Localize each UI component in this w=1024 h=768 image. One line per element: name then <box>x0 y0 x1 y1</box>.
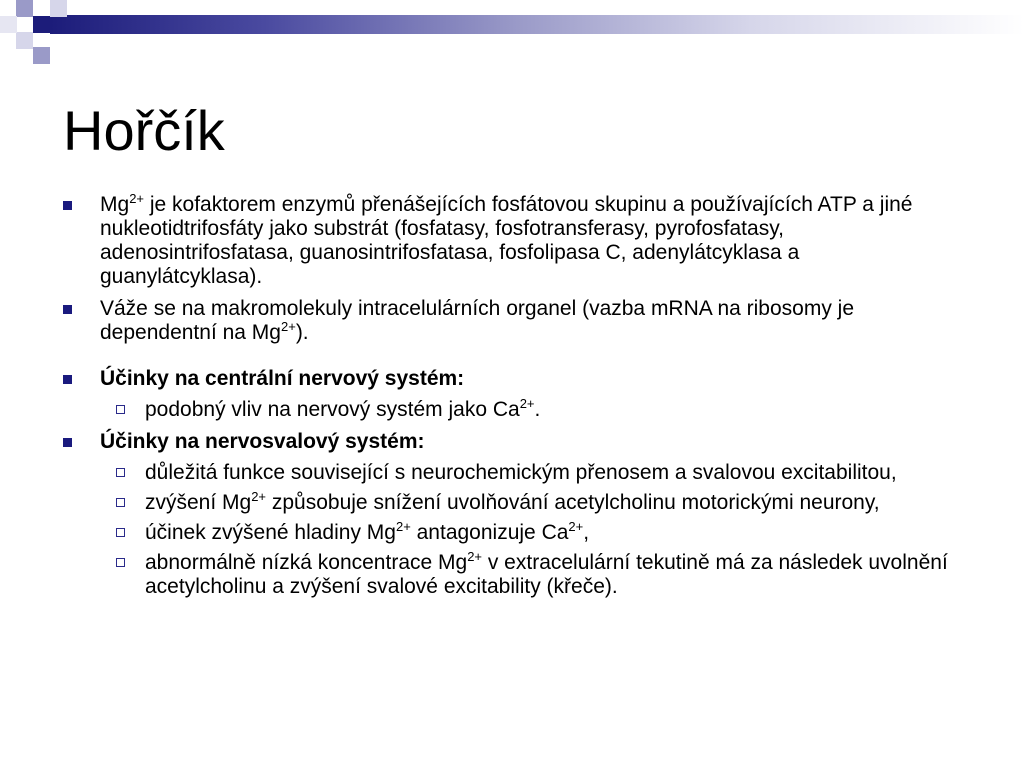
bullet-text <box>100 193 912 288</box>
square-bullet-icon <box>63 305 72 314</box>
decor-square <box>33 47 50 64</box>
superscript: 2+ <box>395 519 411 534</box>
decor-square <box>16 0 33 17</box>
decor-square <box>0 16 17 33</box>
text-run: v extracelulární tekutině má za následek uvolnění acetylcholinu a zvýšení svalové excitability (křeče). <box>145 551 948 598</box>
sub-bullet-item <box>100 491 963 515</box>
sub-bullet-text <box>145 491 880 514</box>
bullet-item <box>63 193 963 289</box>
slide-content <box>63 193 963 607</box>
sub-bullet-item <box>100 398 963 422</box>
superscript: 2+ <box>568 519 584 534</box>
square-bullet-icon <box>63 375 72 384</box>
superscript: 2+ <box>251 489 267 504</box>
superscript: 2+ <box>129 191 145 206</box>
header-gradient-bar <box>50 15 1024 34</box>
square-bullet-icon <box>63 438 72 447</box>
hollow-square-bullet-icon <box>116 405 125 414</box>
square-bullet-icon <box>63 201 72 210</box>
text-run: způsobuje snížení uvolňování acetylcholinu motorickými neurony, <box>266 491 880 514</box>
text-run: Váže se na makromolekuly intracelulárních organel (vazba mRNA na ribosomy je dependentní na Mg <box>100 297 855 344</box>
superscript: 2+ <box>519 396 535 411</box>
bullet-item <box>63 297 963 345</box>
text-run: zvýšení Mg <box>145 491 252 514</box>
decor-square <box>33 16 50 33</box>
text-run: účinek zvýšené hladiny Mg <box>145 521 396 544</box>
text-run: ). <box>295 321 309 344</box>
hollow-square-bullet-icon <box>116 468 125 477</box>
bullet-item <box>63 430 963 599</box>
text-run: podobný vliv na nervový systém jako Ca <box>145 398 520 421</box>
bullet-list <box>63 193 963 599</box>
sub-bullet-item <box>100 521 963 545</box>
sub-bullet-text <box>145 521 589 544</box>
bullet-text <box>100 297 854 344</box>
text-run: Mg <box>100 193 130 216</box>
slide-title: Hořčík <box>63 99 225 162</box>
text-run: je kofaktorem enzymů přenášejících fosfátovou skupinu a používajících ATP a jiné nukleotidtrifosfáty jako substrát (fosfatasy, fosfotransferasy, pyrofosfatasy, adenosintrifosfatasa, guanosintrifosfatasa, fosfolipasa C, adenylátcyklasa a guanylátcyklasa). <box>100 193 913 288</box>
sub-bullet-list <box>100 398 963 422</box>
sub-bullet-item <box>100 551 963 599</box>
bullet-item <box>63 367 963 422</box>
bullet-heading: Účinky na nervosvalový systém: <box>100 430 425 453</box>
decor-square <box>50 0 67 17</box>
superscript: 2+ <box>280 319 296 334</box>
header-decoration <box>0 0 1024 64</box>
text-run: , <box>583 521 590 544</box>
sub-bullet-text <box>145 398 540 421</box>
hollow-square-bullet-icon <box>116 498 125 507</box>
hollow-square-bullet-icon <box>116 558 125 567</box>
hollow-square-bullet-icon <box>116 528 125 537</box>
text-run: abnormálně nízká koncentrace Mg <box>145 551 468 574</box>
sub-bullet-text: důležitá funkce související s neurochemickým přenosem a svalovou excitabilitou, <box>145 461 897 484</box>
decor-square <box>16 32 33 49</box>
bullet-heading: Účinky na centrální nervový systém: <box>100 367 465 390</box>
text-run: . <box>534 398 541 421</box>
sub-bullet-text <box>145 551 948 598</box>
sub-bullet-list <box>100 461 963 599</box>
text-run: antagonizuje Ca <box>410 521 569 544</box>
superscript: 2+ <box>467 549 483 564</box>
sub-bullet-item <box>100 461 963 485</box>
